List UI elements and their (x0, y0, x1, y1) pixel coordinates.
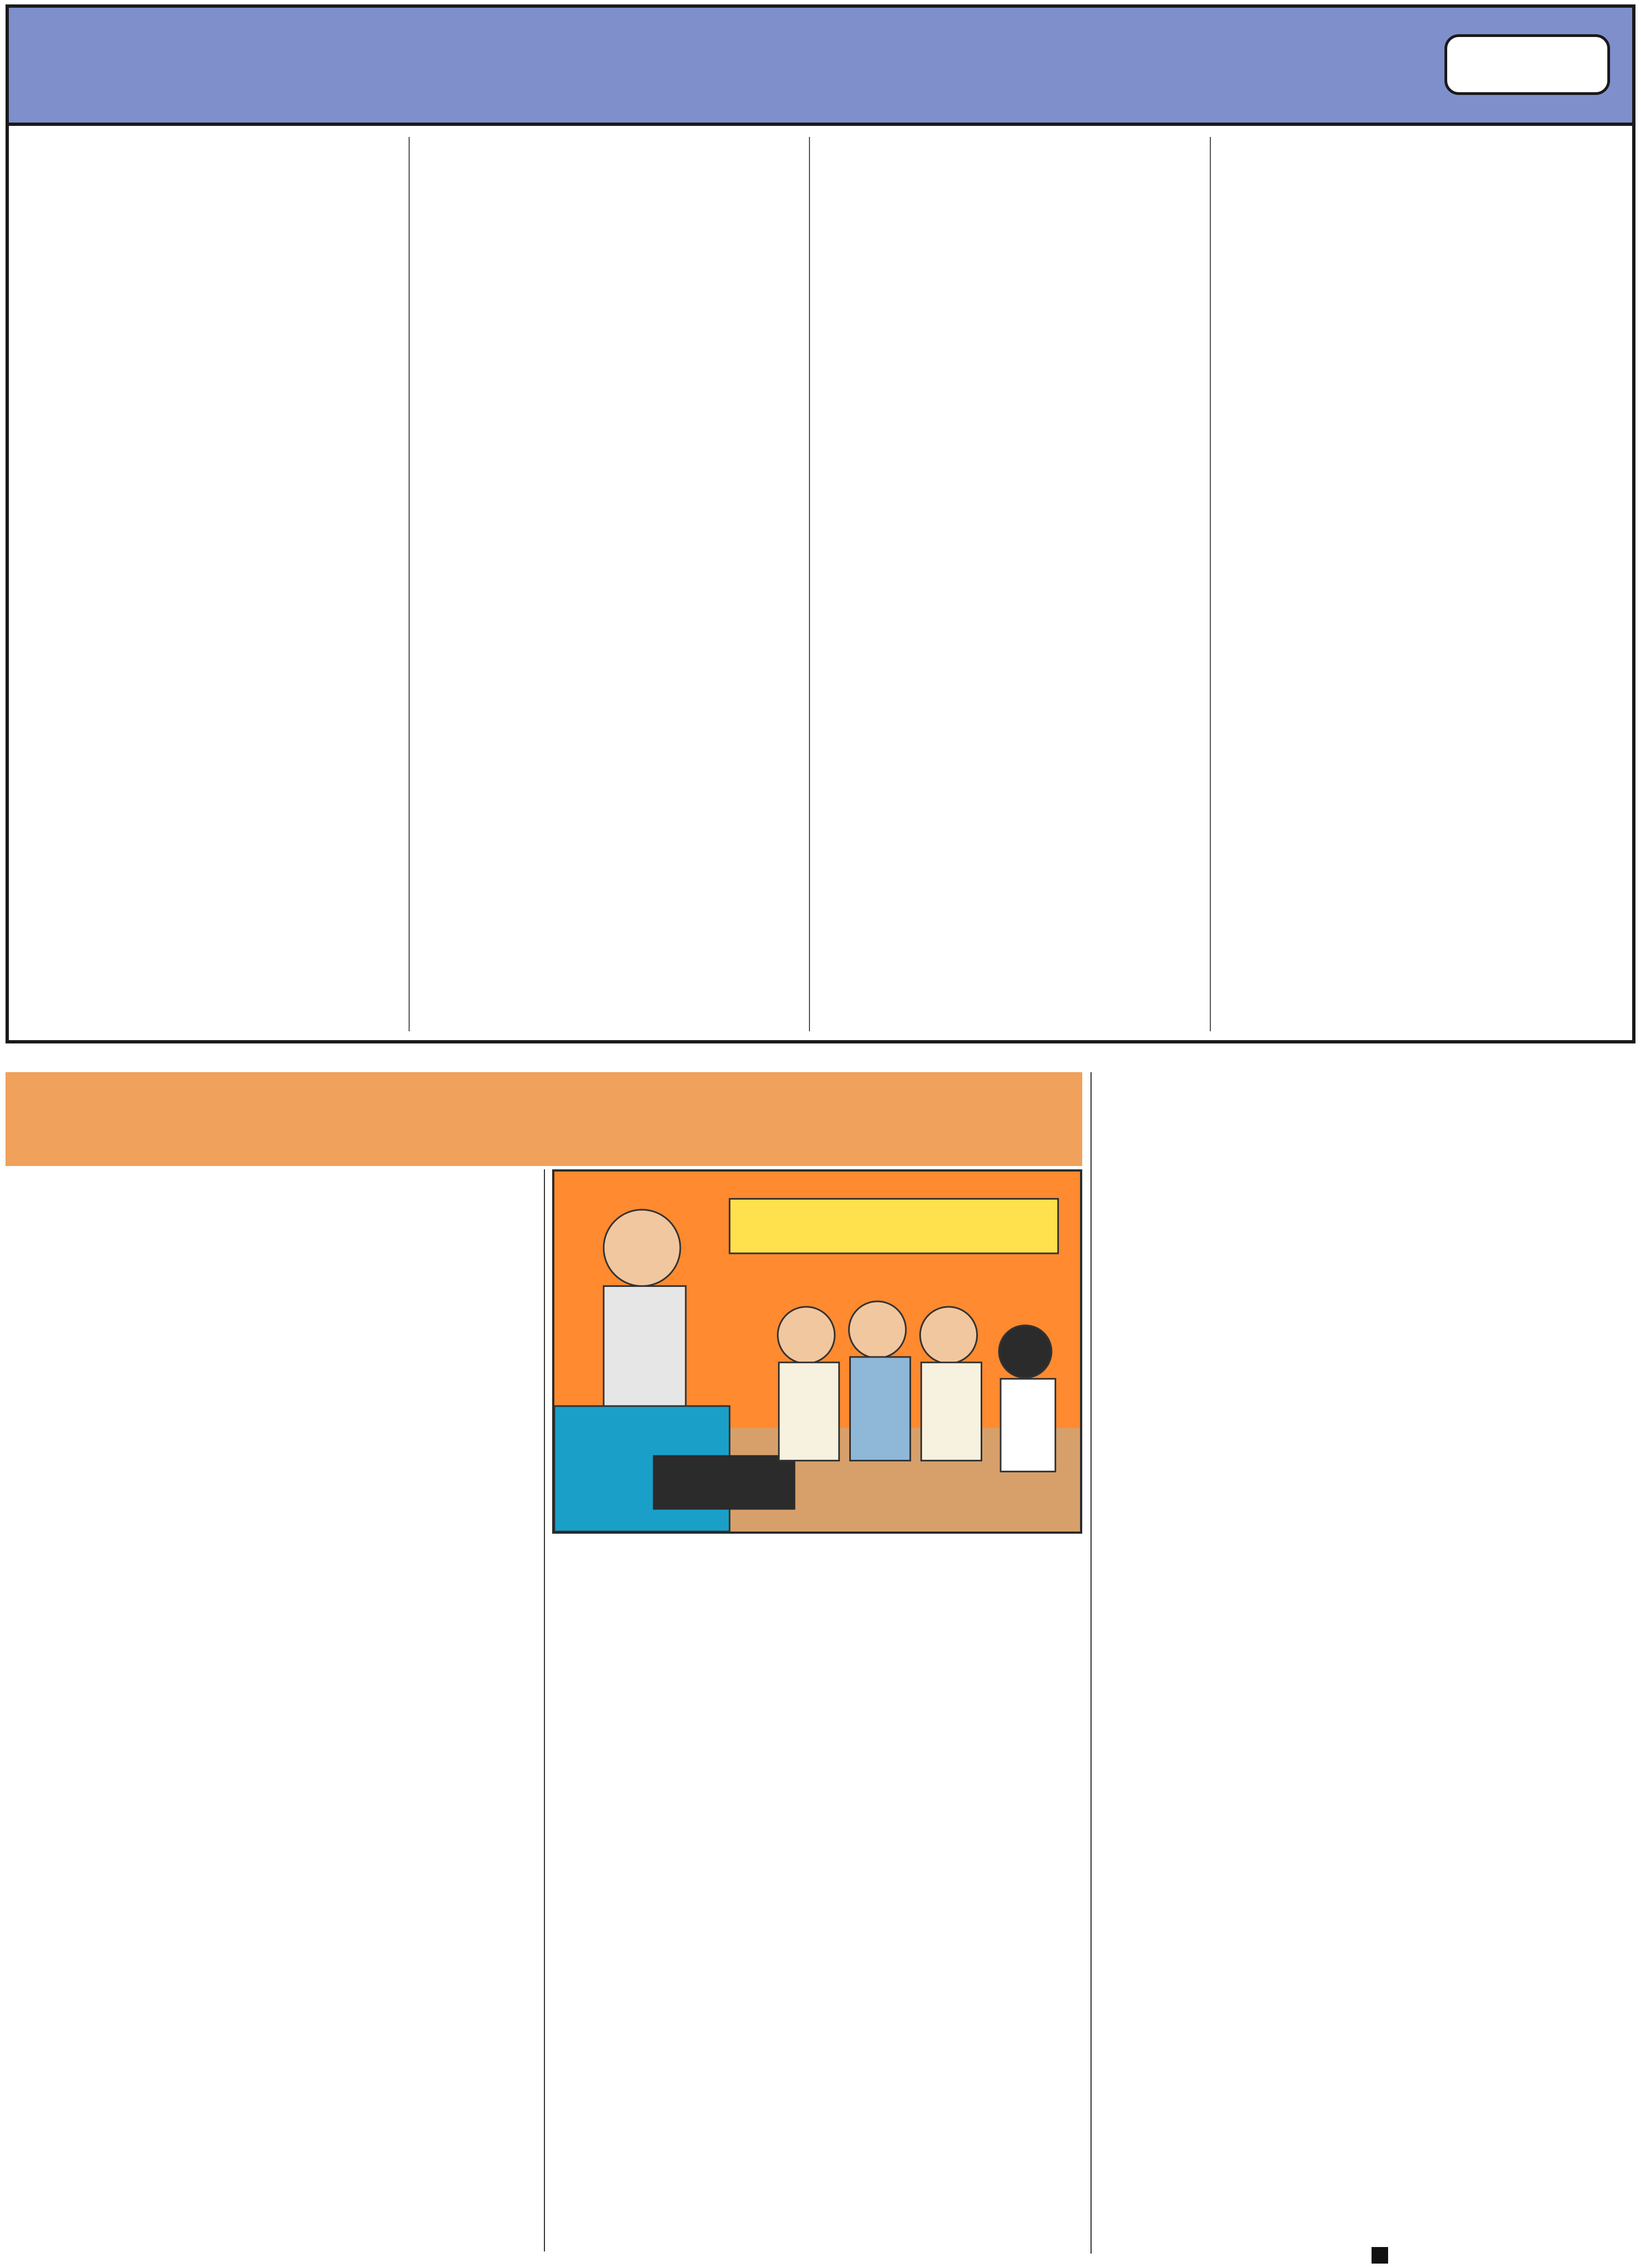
section2-column-2 (552, 1546, 1082, 2253)
header-bar (6, 4, 1635, 126)
section2-title-bar (6, 1072, 1082, 1166)
author-badge (1444, 34, 1610, 95)
children-reading-illustration (552, 1169, 1082, 1534)
story-frame (6, 126, 1635, 1043)
column-divider (1091, 1072, 1092, 2254)
story-column-1 (31, 137, 410, 1031)
column-divider (544, 1169, 545, 2251)
story-column-4 (1233, 137, 1611, 1031)
illustration-svg (554, 1172, 1080, 1532)
story-columns (31, 137, 1610, 1031)
end-of-article-mark (1372, 2247, 1388, 2264)
section2-column-1 (11, 1169, 536, 2257)
section2-column-3 (1099, 1072, 1629, 2248)
story-column-2 (432, 137, 811, 1031)
story-column-3 (832, 137, 1211, 1031)
